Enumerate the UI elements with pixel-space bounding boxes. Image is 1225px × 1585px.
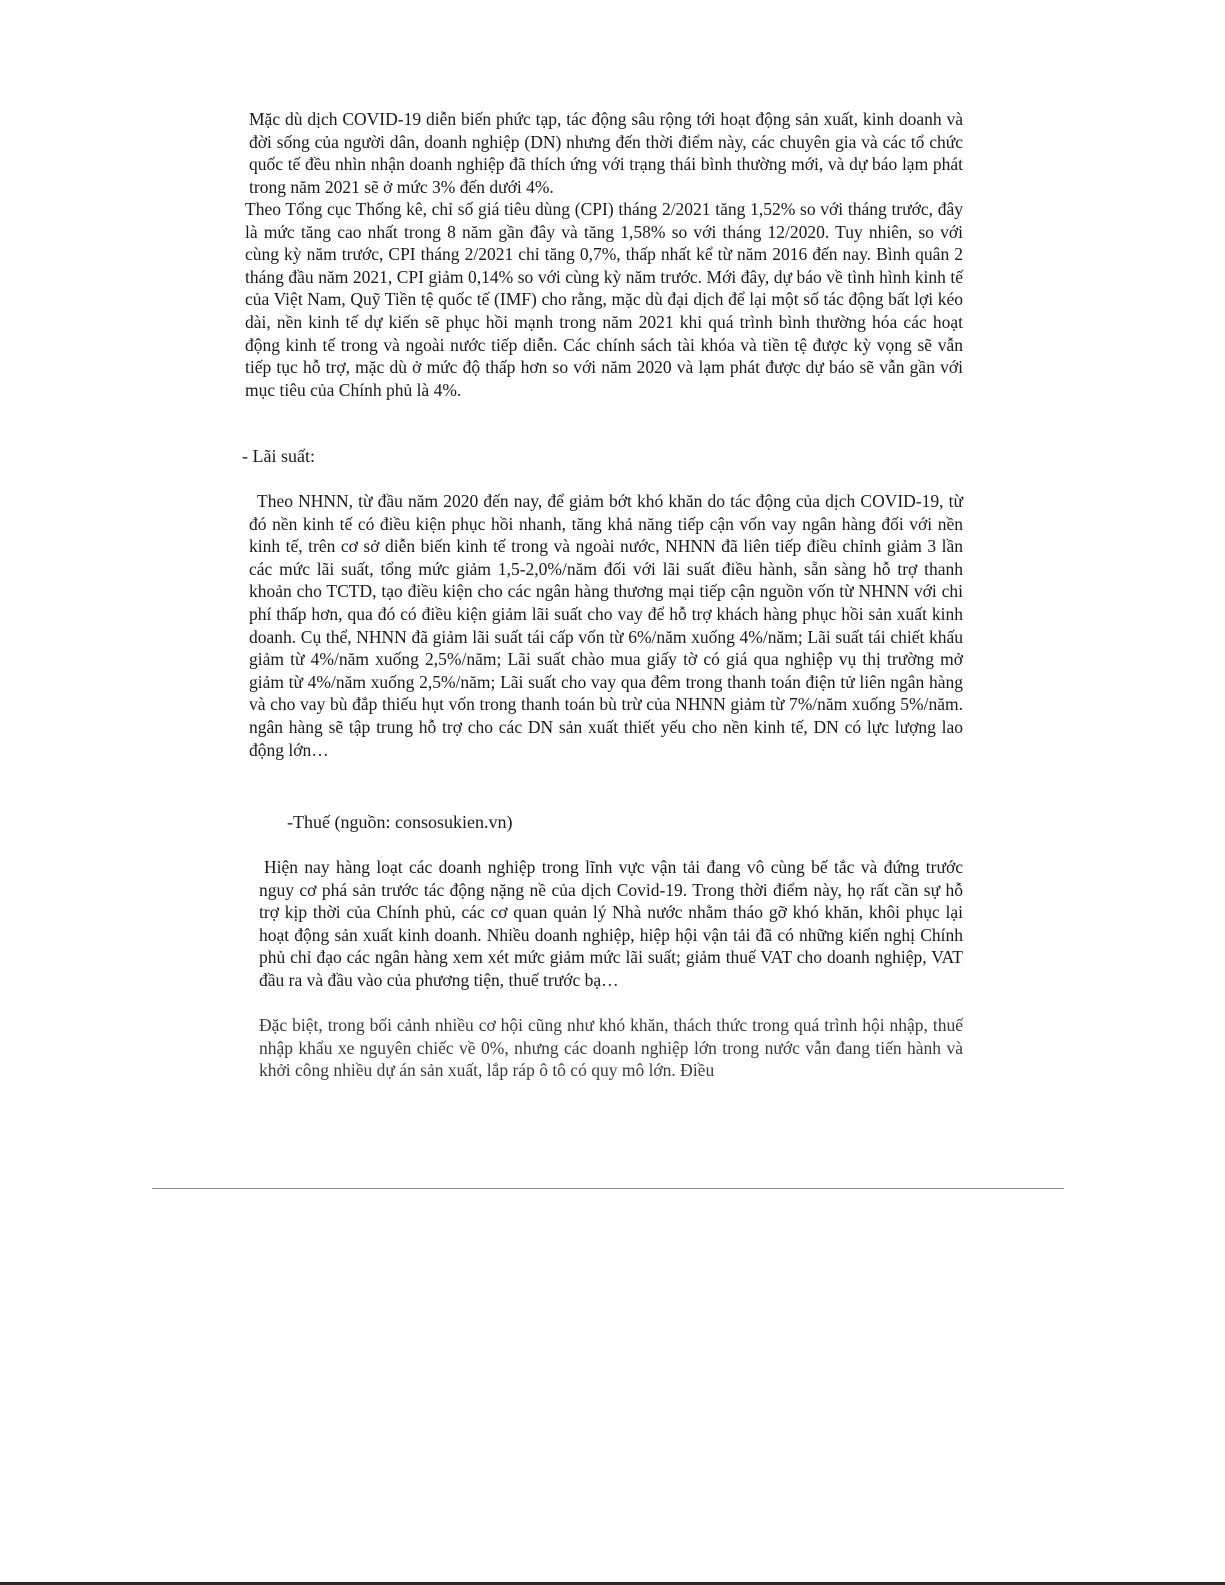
paragraph-interest-rate: Theo NHNN, từ đầu năm 2020 đến nay, để giảm bớt khó khăn do tác động của dịch COVID-19, từ đó nền kinh tế có điều kiện phục hồi nhanh, tăng khả năng tiếp cận vốn vay ngân hàng đối với nền kinh tế, trên cơ sở diễn biến kinh tế trong và ngoài nước, NHNN đã liên tiếp điều chỉnh giảm 3 lần các mức lãi suất, tổng mức giảm 1,5-2,0%/năm đối với lãi suất điều hành, sẵn sàng hỗ trợ thanh khoản cho TCTD, tạo điều kiện cho các ngân hàng thương mại tiếp cận nguồn vốn từ NHNN với chi phí thấp hơn, qua đó có điều kiện giảm lãi suất cho vay để hỗ trợ khách hàng phục hồi sản xuất kinh doanh. Cụ thể, NHNN đã giảm lãi suất tái cấp vốn từ 6%/năm xuống 4%/năm; Lãi suất tái chiết khấu giảm từ 4%/năm xuống 2,5%/năm; Lãi suất chào mua giấy tờ có giá qua nghiệp vụ thị trường mở giảm từ 4%/năm xuống 2,5%/năm; Lãi suất cho vay qua đêm trong thanh toán điện tử liên ngân hàng và cho vay bù đắp thiếu hụt vốn trong thanh toán bù trừ của NHNN giảm từ 7%/năm xuống 5%/năm. ngân hàng sẽ tập trung hỗ trợ cho các DN sản xuất thiết yếu cho nền kinh tế, DN có lực lượng lao động lớn… bbox=[249, 491, 963, 760]
paragraph-tax: Hiện nay hàng loạt các doanh nghiệp trong lĩnh vực vận tải đang vô cùng bế tắc và đứng trước nguy cơ phá sản trước tác động nặng nề của dịch Covid-19. Trong thời điểm này, họ rất cần sự hỗ trợ kịp thời của Chính phủ, các cơ quan quản lý Nhà nước nhằm tháo gỡ khó khăn, khôi phục lại hoạt động sản xuất kinh doanh. Nhiều doanh nghiệp, hiệp hội vận tải đã có những kiến nghị Chính phủ chỉ đạo các ngân hàng xem xét mức giảm mức lãi suất; giảm thuế VAT cho doanh nghiệp, VAT đầu ra và đầu vào của phương tiện, thuế trước bạ… bbox=[259, 857, 963, 990]
paragraph-special: Đặc biệt, trong bối cảnh nhiều cơ hội cũng như khó khăn, thách thức trong quá trình hội nhập, thuế nhập khẩu xe nguyên chiếc về 0%, nhưng các doanh nghiệp lớn trong nước vẫn đang tiến hành và khởi công nhiều dự án sản xuất, lắp ráp ô tô có quy mô lớn. Điều bbox=[259, 1015, 963, 1081]
paragraph-cpi: Theo Tổng cục Thống kê, chỉ số giá tiêu dùng (CPI) tháng 2/2021 tăng 1,52% so với tháng trước, đây là mức tăng cao nhất trong 8 năm gần đây và tăng 1,58% so với tháng 12/2020. Tuy nhiên, so với cùng kỳ năm trước, CPI tháng 2/2021 chỉ tăng 0,7%, thấp nhất kể từ năm 2016 đến nay. Bình quân 2 tháng đầu năm 2021, CPI giảm 0,14% so với cùng kỳ năm trước. Mới đây, dự báo về tình hình kinh tế của Việt Nam, Quỹ Tiền tệ quốc tế (IMF) cho rằng, mặc dù đại dịch để lại một số tác động bất lợi kéo dài, nền kinh tế dự kiến sẽ phục hồi mạnh trong năm 2021 khi quá trình bình thường hóa các hoạt động kinh tế trong và ngoài nước tiếp diễn. Các chính sách tài khóa và tiền tệ được kỳ vọng sẽ vẫn tiếp tục hỗ trợ, mặc dù ở mức độ thấp hơn so với năm 2020 và lạm phát được dự báo sẽ vẫn gần với mục tiêu của Chính phủ là 4%. bbox=[245, 199, 963, 400]
heading-tax: -Thuế (nguồn: consosukien.vn) bbox=[287, 812, 513, 832]
page-divider bbox=[152, 1188, 1064, 1189]
paragraph-intro: Mặc dù dịch COVID-19 diễn biến phức tạp, tác động sâu rộng tới hoạt động sản xuất, kinh doanh và đời sống của người dân, doanh nghiệp (DN) nhưng đến thời điểm này, các chuyên gia và các tổ chức quốc tế đều nhìn nhận doanh nghiệp đã thích ứng với trạng thái bình thường mới, và dự báo lạm phát trong năm 2021 sẽ ở mức 3% đến dưới 4%. bbox=[249, 109, 963, 197]
heading-interest-rate: - Lãi suất: bbox=[242, 446, 315, 466]
